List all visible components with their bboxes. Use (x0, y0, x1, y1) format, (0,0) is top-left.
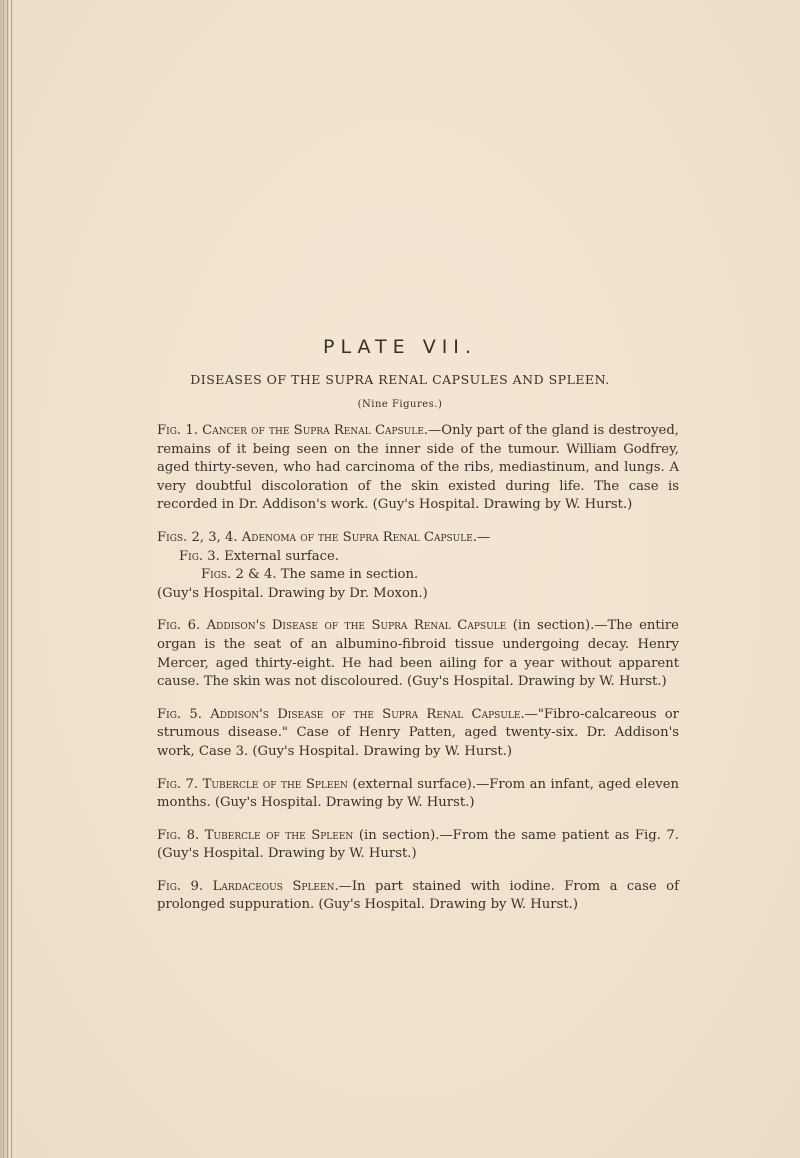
fig-7-heading: Fig. 7. Tubercle of the Spleen (157, 776, 348, 792)
fig-6-heading: Fig. 6. Addison's Disease of the Supra Renal Capsule (157, 618, 507, 634)
spine-line (3, 0, 4, 1158)
figs-2-4-label: Figs. 2 & 4. (201, 567, 277, 583)
figs-2-4-line (157, 567, 418, 582)
fig-1-heading: Fig. 1. Cancer of the Supra Renal Capsule. (157, 423, 429, 438)
figure-count: (Nine Figures.) (357, 399, 443, 410)
fig-7-description (157, 776, 679, 813)
fig-5-description (157, 706, 679, 762)
fig-3-label: Fig. 3. (179, 548, 220, 564)
fig-6-text: (in section).—The entire organ is the seat of an albumino-fibroid tissue undergoing decay. Henry Mercer, aged thirty-eight. He had been ailing for a year without apparent cause. The skin was not discoloured. (Guy's Hospital. Drawing by W. Hurst.) (157, 618, 679, 690)
figs-2-3-4-description (157, 529, 679, 603)
plate-subtitle: DISEASES OF THE SUPRA RENAL CAPSULES AND SPLEEN. (190, 372, 610, 387)
fig-1-text: —Only part of the gland is destroyed, remains of it being seen on the inner side of the tumour. William Godfrey, aged thirty-seven, who had carcinoma of the ribs, mediastinum, and lungs. A very doubtful discoloration of the skin existed during life. The case is recorded in Dr. Addison's work. (Guy's Hospital. Drawing by W. Hurst.) (157, 423, 679, 513)
fig-8-description (157, 827, 679, 864)
figs-2-3-4-source: (Guy's Hospital. Drawing by Dr. Moxon.) (157, 585, 428, 601)
fig-7-text: (external surface).—From an infant, aged eleven months. (Guy's Hospital. Drawing by W. Hurst.) (157, 776, 679, 811)
fig-5-heading: Fig. 5. Addison's Disease of the Supra Renal Capsule. (157, 706, 525, 722)
fig-8-text: (in section).—From the same patient as Fig. 7. (Guy's Hospital. Drawing by W. Hurst.) (157, 827, 679, 862)
figs-2-3-4-heading: Figs. 2, 3, 4. Adenoma of the Supra Renal Capsule. (157, 529, 477, 545)
fig-6-description (157, 617, 679, 691)
fig-3-line (157, 549, 339, 564)
figs-2-3-4-text: — (476, 529, 491, 545)
spine-line (7, 0, 8, 1158)
figs-2-4-text: The same in section. (280, 567, 419, 583)
fig-9-description (157, 878, 679, 915)
fig-1-description (157, 422, 679, 515)
fig-9-heading: Fig. 9. Lardaceous Spleen. (157, 878, 339, 894)
fig-3-text: External surface. (224, 548, 340, 564)
figure-descriptions (157, 422, 679, 929)
plate-title: PLATE VII. (323, 336, 477, 358)
spine-line (11, 0, 12, 1158)
fig-5-text: —"Fibro-calcareous or strumous disease." Case of Henry Patten, aged twenty-six. Dr. Addison's work, Case 3. (Guy's Hospital. Drawing by W. Hurst.) (157, 706, 679, 759)
fig-8-heading: Fig. 8. Tubercle of the Spleen (157, 827, 354, 843)
fig-9-text: —In part stained with iodine. From a case of prolonged suppuration. (Guy's Hospital. Drawing by W. Hurst.) (157, 878, 679, 913)
